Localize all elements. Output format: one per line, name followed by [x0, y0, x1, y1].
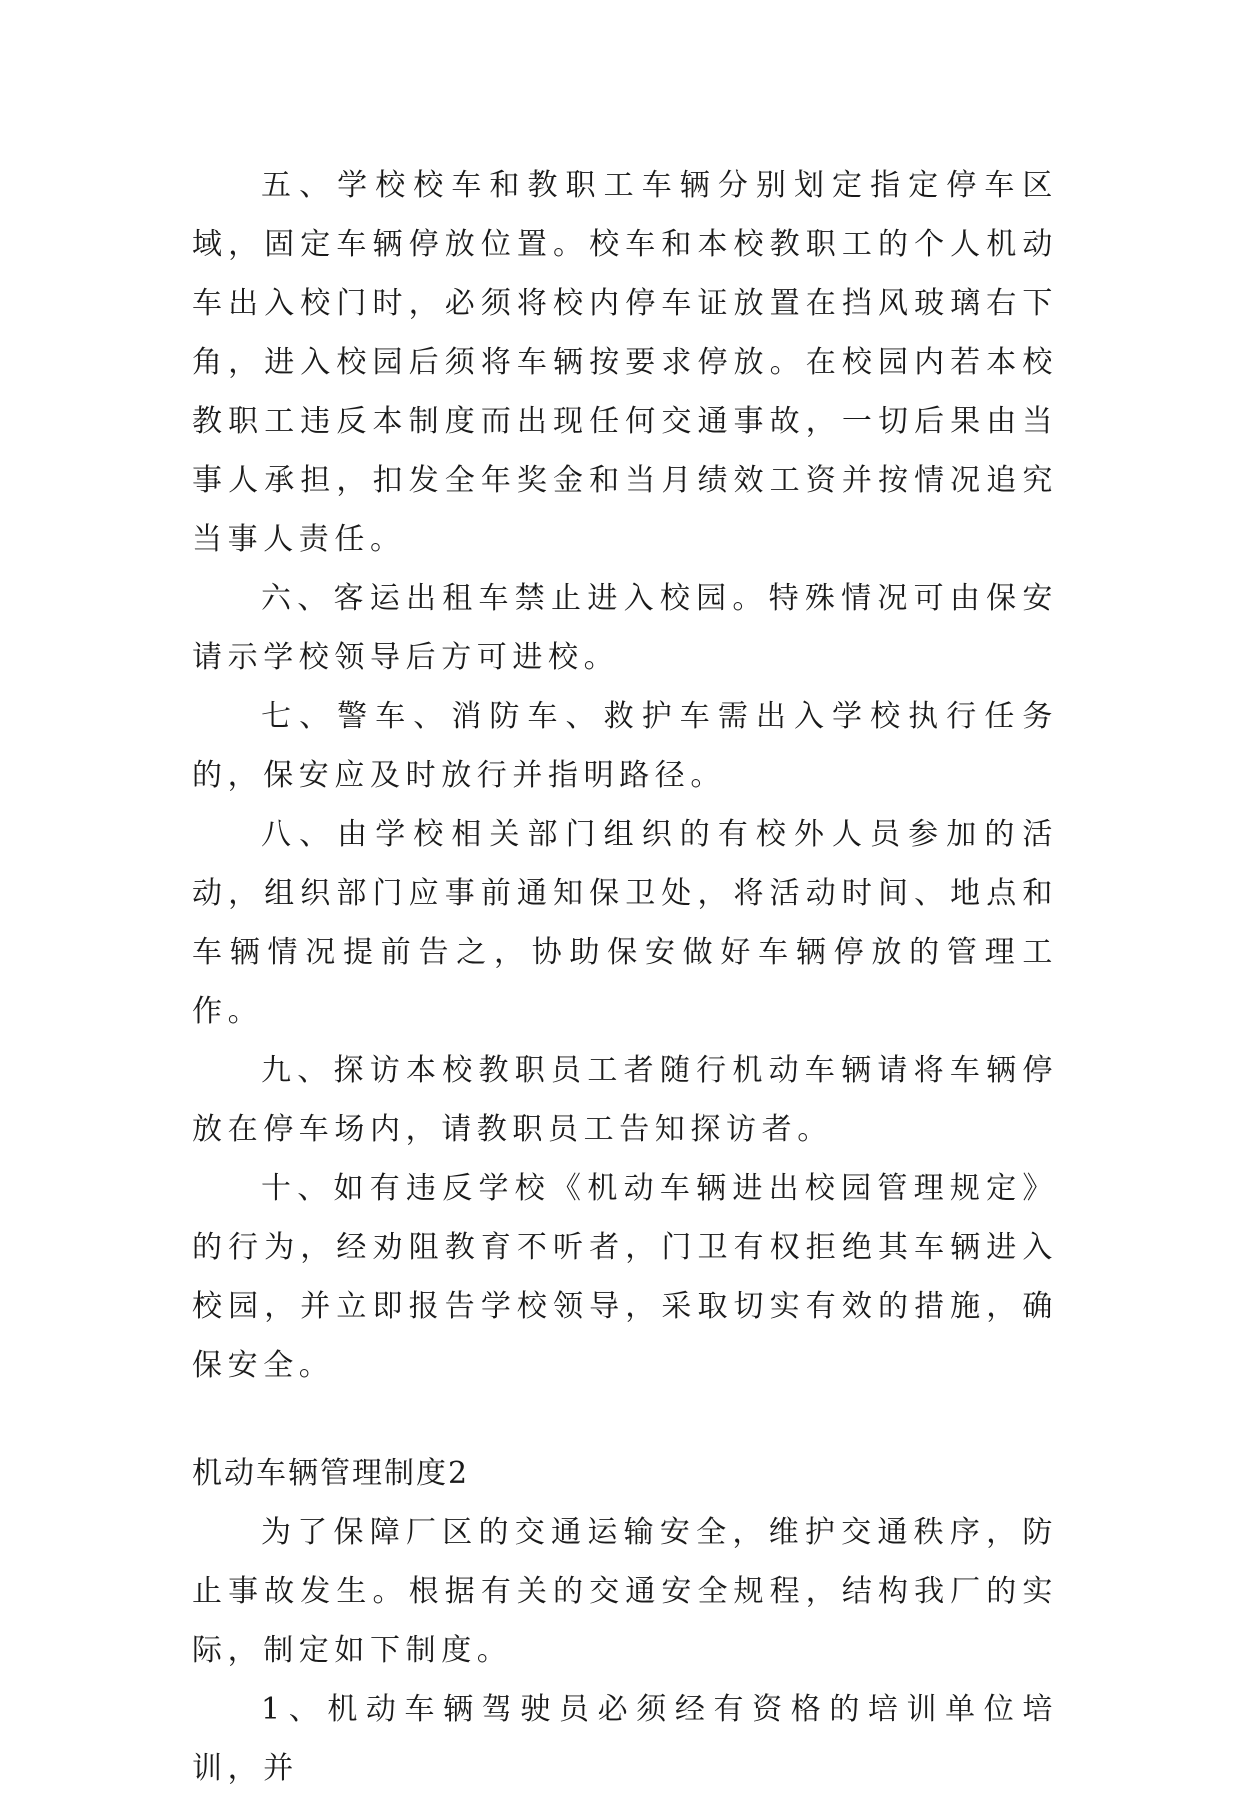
section-title: 机动车辆管理制度2: [192, 1456, 470, 1491]
paragraph-intro: 为了保障厂区的交通运输安全，维护交通秩序，防止事故发生。根据有关的交通安全规程，结构我厂的实际，制定如下制度。: [192, 1515, 1058, 1668]
paragraph-rule-6: 六、客运出租车禁止进入校园。特殊情况可由保安请示学校领导后方可进校。: [192, 581, 1058, 675]
paragraph-rule-8: 八、由学校相关部门组织的有校外人员参加的活动，组织部门应事前通知保卫处，将活动时间、地点和车辆情况提前告之，协助保安做好车辆停放的管理工作。: [192, 817, 1058, 1029]
document-body: [192, 156, 1058, 1798]
paragraph-rule-7: 七、警车、消防车、救护车需出入学校执行任务的，保安应及时放行并指明路径。: [192, 699, 1058, 793]
paragraph-item-1: 1、机动车辆驾驶员必须经有资格的培训单位培训，并: [192, 1692, 1058, 1786]
paragraph-rule-5: 五、学校校车和教职工车辆分别划定指定停车区域，固定车辆停放位置。校车和本校教职工的个人机动车出入校门时，必须将校内停车证放置在挡风玻璃右下角，进入校园后须将车辆按要求停放。在校园内若本校教职工违反本制度而出现任何交通事故，一切后果由当事人承担，扣发全年奖金和当月绩效工资并按情况追究当事人责任。: [192, 168, 1058, 557]
paragraph-rule-10: 十、如有违反学校《机动车辆进出校园管理规定》的行为，经劝阻教育不听者，门卫有权拒绝其车辆进入校园，并立即报告学校领导，采取切实有效的措施，确保安全。: [192, 1171, 1058, 1383]
paragraph-rule-9: 九、探访本校教职员工者随行机动车辆请将车辆停放在停车场内，请教职员工告知探访者。: [192, 1053, 1058, 1147]
